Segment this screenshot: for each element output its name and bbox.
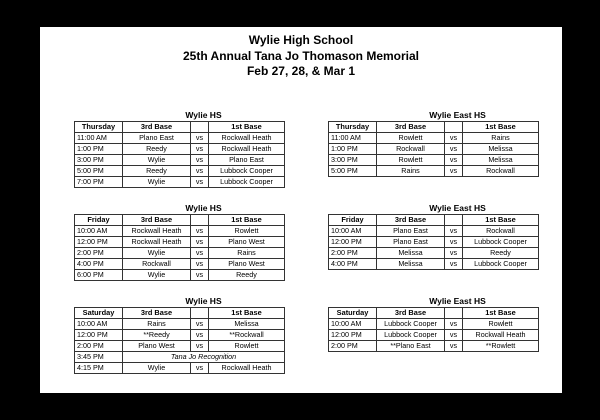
first-base-team: Melissa — [209, 319, 285, 330]
tournament-name: 25th Annual Tana Jo Thomason Memorial — [182, 48, 420, 63]
game-time: 12:00 PM — [329, 237, 377, 248]
game-time: 10:00 AM — [329, 226, 377, 237]
venue-title: Wylie East HS — [377, 109, 539, 122]
vs-label: vs — [191, 226, 209, 237]
schedule-table — [74, 295, 285, 374]
day-header: Thursday — [329, 122, 377, 133]
vs-label: vs — [445, 330, 463, 341]
table-row — [75, 330, 285, 341]
vs-label: vs — [191, 341, 209, 352]
third-base-team: Rockwall — [123, 259, 191, 270]
game-time: 7:00 PM — [75, 177, 123, 188]
third-base-team: Reedy — [123, 166, 191, 177]
game-time: 10:00 AM — [75, 226, 123, 237]
vs-label: vs — [445, 319, 463, 330]
vs-label: vs — [445, 237, 463, 248]
third-base-header: 3rd Base — [377, 215, 445, 226]
vs-header — [445, 308, 463, 319]
vs-label: vs — [191, 248, 209, 259]
third-base-team: Melissa — [377, 248, 445, 259]
table-row — [75, 248, 285, 259]
first-base-team: Rains — [209, 248, 285, 259]
third-base-team: Plano East — [123, 133, 191, 144]
day-header: Thursday — [75, 122, 123, 133]
first-base-team: Reedy — [209, 270, 285, 281]
venue-title: Wylie HS — [123, 295, 285, 308]
vs-label: vs — [191, 166, 209, 177]
table-row — [329, 248, 539, 259]
first-base-team: Plano West — [209, 259, 285, 270]
table-row — [329, 226, 539, 237]
first-base-header: 1st Base — [209, 122, 285, 133]
table-row — [75, 177, 285, 188]
school-name: Wylie High School — [248, 33, 354, 47]
third-base-team: Plano East — [377, 237, 445, 248]
table-row — [75, 133, 285, 144]
third-base-team: Wylie — [123, 363, 191, 374]
table-row — [75, 237, 285, 248]
game-time: 10:00 AM — [329, 319, 377, 330]
first-base-team: Lubbock Cooper — [463, 237, 539, 248]
first-base-team: Rockwall — [463, 226, 539, 237]
vs-label: vs — [191, 330, 209, 341]
third-base-team: **Plano East — [377, 341, 445, 352]
game-time: 12:00 PM — [329, 330, 377, 341]
vs-label: vs — [445, 248, 463, 259]
game-time: 3:00 PM — [329, 155, 377, 166]
first-base-team: **Rowlett — [463, 341, 539, 352]
third-base-team: **Reedy — [123, 330, 191, 341]
third-base-team: Plano West — [123, 341, 191, 352]
first-base-header: 1st Base — [463, 215, 539, 226]
table-row — [75, 226, 285, 237]
third-base-team: Reedy — [123, 144, 191, 155]
game-time: 12:00 PM — [75, 330, 123, 341]
table-row — [75, 270, 285, 281]
table-row — [75, 341, 285, 352]
venue-title: Wylie East HS — [377, 295, 539, 308]
event-note: Tana Jo Recognition — [123, 352, 285, 363]
first-base-team: Plano West — [209, 237, 285, 248]
vs-label: vs — [191, 177, 209, 188]
game-time: 1:00 PM — [329, 144, 377, 155]
game-time: 5:00 PM — [75, 166, 123, 177]
vs-label: vs — [445, 226, 463, 237]
tournament-dates: Feb 27, 28, & Mar 1 — [246, 64, 356, 78]
table-row — [329, 319, 539, 330]
vs-header — [191, 308, 209, 319]
third-base-team: Wylie — [123, 155, 191, 166]
vs-label: vs — [445, 341, 463, 352]
game-time: 10:00 AM — [75, 319, 123, 330]
first-base-header: 1st Base — [209, 215, 285, 226]
third-base-header: 3rd Base — [123, 308, 191, 319]
third-base-team: Rowlett — [377, 133, 445, 144]
game-time: 2:00 PM — [329, 248, 377, 259]
first-base-header: 1st Base — [209, 308, 285, 319]
third-base-team: Rockwall — [377, 144, 445, 155]
first-base-team: Rowlett — [463, 319, 539, 330]
third-base-header: 3rd Base — [377, 308, 445, 319]
game-time: 4:00 PM — [329, 259, 377, 270]
vs-header — [191, 122, 209, 133]
third-base-header: 3rd Base — [123, 122, 191, 133]
third-base-team: Rains — [377, 166, 445, 177]
table-row — [329, 133, 539, 144]
schedule-table — [74, 109, 285, 188]
vs-label: vs — [191, 319, 209, 330]
first-base-team: Lubbock Cooper — [209, 177, 285, 188]
first-base-header: 1st Base — [463, 122, 539, 133]
first-base-team: Melissa — [463, 155, 539, 166]
table-row — [75, 144, 285, 155]
first-base-header: 1st Base — [463, 308, 539, 319]
game-time: 11:00 AM — [75, 133, 123, 144]
table-row — [329, 259, 539, 270]
game-time: 11:00 AM — [329, 133, 377, 144]
table-row — [75, 259, 285, 270]
day-header: Saturday — [75, 308, 123, 319]
schedule-sheet — [40, 27, 562, 393]
game-time: 4:15 PM — [75, 363, 123, 374]
game-time: 5:00 PM — [329, 166, 377, 177]
third-base-team: Wylie — [123, 248, 191, 259]
game-time: 6:00 PM — [75, 270, 123, 281]
table-row — [329, 144, 539, 155]
third-base-team: Rockwall Heath — [123, 226, 191, 237]
schedule-heading — [40, 33, 562, 80]
game-time: 2:00 PM — [75, 248, 123, 259]
third-base-team: Lubbock Cooper — [377, 330, 445, 341]
first-base-team: Rowlett — [209, 341, 285, 352]
vs-label: vs — [191, 155, 209, 166]
table-row — [75, 155, 285, 166]
vs-label: vs — [445, 133, 463, 144]
vs-label: vs — [191, 270, 209, 281]
first-base-team: Rockwall Heath — [463, 330, 539, 341]
first-base-team: Rowlett — [209, 226, 285, 237]
game-time: 4:00 PM — [75, 259, 123, 270]
vs-header — [445, 215, 463, 226]
third-base-team: Plano East — [377, 226, 445, 237]
vs-label: vs — [191, 363, 209, 374]
vs-header — [445, 122, 463, 133]
game-time: 2:00 PM — [75, 341, 123, 352]
table-row — [329, 237, 539, 248]
game-time: 3:00 PM — [75, 155, 123, 166]
vs-label: vs — [191, 144, 209, 155]
vs-label: vs — [445, 259, 463, 270]
table-row — [329, 166, 539, 177]
venue-title: Wylie HS — [123, 109, 285, 122]
schedule-table — [74, 202, 285, 281]
first-base-team: Reedy — [463, 248, 539, 259]
venue-title: Wylie HS — [123, 202, 285, 215]
table-row — [75, 363, 285, 374]
first-base-team: Plano East — [209, 155, 285, 166]
table-row — [329, 155, 539, 166]
vs-label: vs — [445, 155, 463, 166]
game-time: 12:00 PM — [75, 237, 123, 248]
first-base-team: Rockwall Heath — [209, 363, 285, 374]
first-base-team: Rockwall Heath — [209, 144, 285, 155]
first-base-team: Rockwall — [463, 166, 539, 177]
day-header: Friday — [75, 215, 123, 226]
table-row — [75, 352, 285, 363]
vs-label: vs — [445, 144, 463, 155]
vs-header — [191, 215, 209, 226]
venue-title: Wylie East HS — [377, 202, 539, 215]
vs-label: vs — [191, 133, 209, 144]
game-time: 3:45 PM — [75, 352, 123, 363]
schedule-table — [328, 202, 539, 270]
third-base-team: Rains — [123, 319, 191, 330]
game-time: 1:00 PM — [75, 144, 123, 155]
first-base-team: Rockwall Heath — [209, 133, 285, 144]
table-row — [329, 330, 539, 341]
third-base-team: Wylie — [123, 270, 191, 281]
table-row — [75, 166, 285, 177]
third-base-header: 3rd Base — [123, 215, 191, 226]
third-base-team: Wylie — [123, 177, 191, 188]
third-base-header: 3rd Base — [377, 122, 445, 133]
third-base-team: Rowlett — [377, 155, 445, 166]
vs-label: vs — [445, 166, 463, 177]
first-base-team: Rains — [463, 133, 539, 144]
third-base-team: Rockwall Heath — [123, 237, 191, 248]
first-base-team: Melissa — [463, 144, 539, 155]
schedule-table — [328, 109, 539, 177]
day-header: Saturday — [329, 308, 377, 319]
day-header: Friday — [329, 215, 377, 226]
schedule-table — [328, 295, 539, 352]
first-base-team: Lubbock Cooper — [463, 259, 539, 270]
table-row — [329, 341, 539, 352]
third-base-team: Lubbock Cooper — [377, 319, 445, 330]
first-base-team: **Rockwall — [209, 330, 285, 341]
game-time: 2:00 PM — [329, 341, 377, 352]
vs-label: vs — [191, 259, 209, 270]
first-base-team: Lubbock Cooper — [209, 166, 285, 177]
third-base-team: Melissa — [377, 259, 445, 270]
vs-label: vs — [191, 237, 209, 248]
table-row — [75, 319, 285, 330]
